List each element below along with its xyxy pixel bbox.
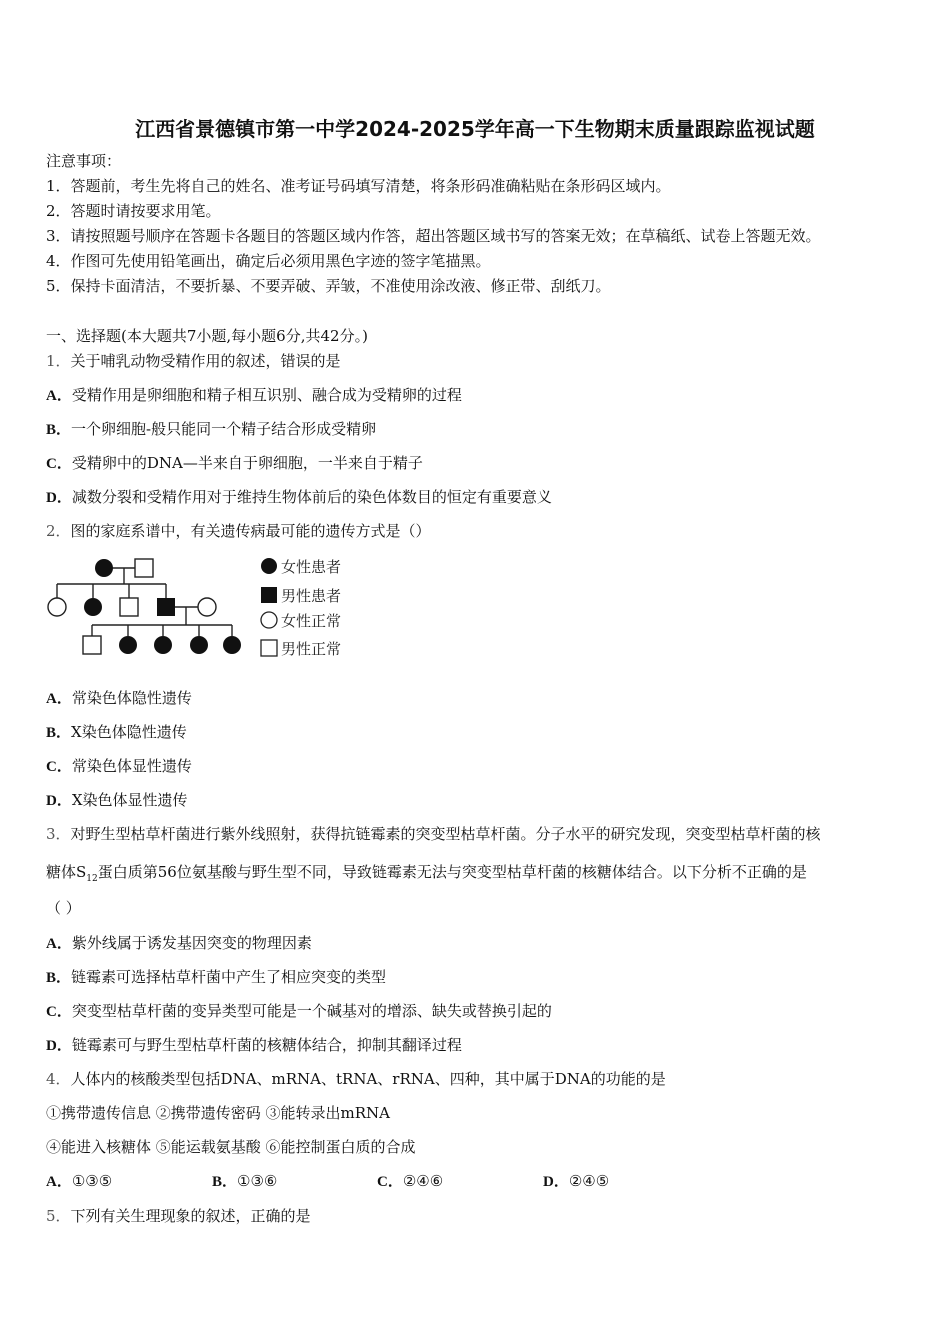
q4-option-d: D．②④⑤ — [543, 1172, 610, 1190]
legend-female-normal-icon — [261, 612, 277, 628]
pedigree-female-affected — [84, 598, 102, 616]
pedigree-female-affected — [223, 636, 241, 654]
question-number: 3． — [46, 825, 71, 843]
pedigree-female-affected — [190, 636, 208, 654]
legend-female-affected-icon — [261, 558, 277, 574]
question-3-line-2: 糖体$S_{12}$蛋白质第56位氨基酸与野生型不同，导致链霉素无法与突变型枯草杆菌的核糖体结合。以下分析不正确的是 — [46, 863, 807, 884]
legend-female-normal: 女性正常 — [281, 612, 342, 630]
q4-option-b: B．①③⑥ — [212, 1172, 278, 1190]
q3-option-b: B．链霉素可选择枯草杆菌中产生了相应突变的类型 — [46, 968, 387, 986]
question-stem: 人体内的核酸类型包括DNA、mRNA、tRNA、rRNA、四种，其中属于DNA的功能的是 — [70, 1070, 666, 1088]
legend-male-normal-icon — [261, 640, 277, 656]
pedigree-female-affected — [119, 636, 137, 654]
question-1 — [46, 351, 341, 371]
notice-item-4: 4．作图可先使用铅笔画出，确定后必须用黑色字迹的签字笔描黑。 — [46, 252, 491, 270]
q1-option-b: B．一个卵细胞-般只能同一个精子结合形成受精卵 — [46, 420, 377, 438]
pedigree-male-affected — [157, 598, 175, 616]
q4-option-a: A．①③⑤ — [46, 1172, 113, 1190]
section-heading: 一、选择题(本大题共7小题,每小题6分,共42分。) — [46, 327, 368, 345]
question-3-line-3: （ ） — [46, 899, 81, 917]
q1-option-d: D．减数分裂和受精作用对于维持生物体前后的染色体数目的恒定有重要意义 — [46, 488, 552, 506]
question-stem: 关于哺乳动物受精作用的叙述，错误的是 — [70, 352, 341, 370]
pedigree-female-affected — [95, 559, 113, 577]
question-stem-line-1: 对野生型枯草杆菌进行紫外线照射，获得抗链霉素的突变型枯草杆菌。分子水平的研究发现，突变型枯草杆菌的核 — [70, 825, 821, 843]
legend-male-affected-icon — [261, 587, 277, 603]
notice-item-5: 5．保持卡面清洁，不要折暴、不要弄破、弄皱，不准使用涂改液、修正带、刮纸刀。 — [46, 277, 611, 295]
legend-male-normal: 男性正常 — [281, 640, 342, 658]
question-number: 1． — [46, 352, 71, 370]
notice-item-3: 3．请按照题号顺序在答题卡各题目的答题区域内作答，超出答题区域书写的答案无效；在草稿纸、试卷上答题无效。 — [46, 227, 821, 245]
q2-option-d: D．X染色体显性遗传 — [46, 791, 188, 809]
q1-option-c: C．受精卵中的DNA—半来自于卵细胞，一半来自于精子 — [46, 454, 423, 472]
pedigree-male-normal — [120, 598, 138, 616]
pedigree-female-normal — [198, 598, 216, 616]
q4-statements-1: ①携带遗传信息 ②携带遗传密码 ③能转录出mRNA — [46, 1104, 391, 1122]
pedigree-female-normal — [48, 598, 66, 616]
notice-item-1: 1．答题前，考生先将自己的姓名、准考证号码填写清楚，将条形码准确粘贴在条形码区域内。 — [46, 177, 671, 195]
question-5 — [46, 1206, 311, 1226]
legend-female-affected: 女性患者 — [281, 558, 342, 576]
pedigree-female-affected — [154, 636, 172, 654]
q2-option-c: C．常染色体显性遗传 — [46, 757, 192, 775]
q3-option-c: C．突变型枯草杆菌的变异类型可能是一个碱基对的增添、缺失或替换引起的 — [46, 1002, 552, 1020]
question-2 — [46, 521, 431, 541]
pedigree-male-normal — [83, 636, 101, 654]
q4-option-c: C．②④⑥ — [377, 1172, 444, 1190]
q2-option-b: B．X染色体隐性遗传 — [46, 723, 187, 741]
question-number: 2． — [46, 522, 71, 540]
q4-statements-2: ④能进入核糖体 ⑤能运载氨基酸 ⑥能控制蛋白质的合成 — [46, 1138, 416, 1156]
q1-option-a: A．受精作用是卵细胞和精子相互识别、融合成为受精卵的过程 — [46, 386, 462, 404]
q2-option-a: A．常染色体隐性遗传 — [46, 689, 192, 707]
q4-choices — [46, 1171, 906, 1191]
question-stem: 图的家庭系谱中，有关遗传病最可能的遗传方式是（） — [70, 522, 431, 540]
pedigree-male-normal — [135, 559, 153, 577]
question-number: 5． — [46, 1207, 71, 1225]
question-4 — [46, 1069, 666, 1089]
legend-male-affected: 男性患者 — [281, 587, 342, 605]
notice-heading: 注意事项： — [46, 152, 122, 170]
page-title: 江西省景德镇市第一中学2024-2025学年高一下生物期末质量跟踪监视试题 — [135, 117, 815, 141]
pedigree-diagram — [40, 548, 370, 668]
notice-item-2: 2．答题时请按要求用笔。 — [46, 202, 221, 220]
q3-option-d: D．链霉素可与野生型枯草杆菌的核糖体结合，抑制其翻译过程 — [46, 1036, 462, 1054]
q3-option-a: A．紫外线属于诱发基因突变的物理因素 — [46, 934, 312, 952]
question-stem: 下列有关生理现象的叙述，正确的是 — [70, 1207, 311, 1225]
question-number: 4． — [46, 1070, 71, 1088]
question-3 — [46, 824, 821, 844]
